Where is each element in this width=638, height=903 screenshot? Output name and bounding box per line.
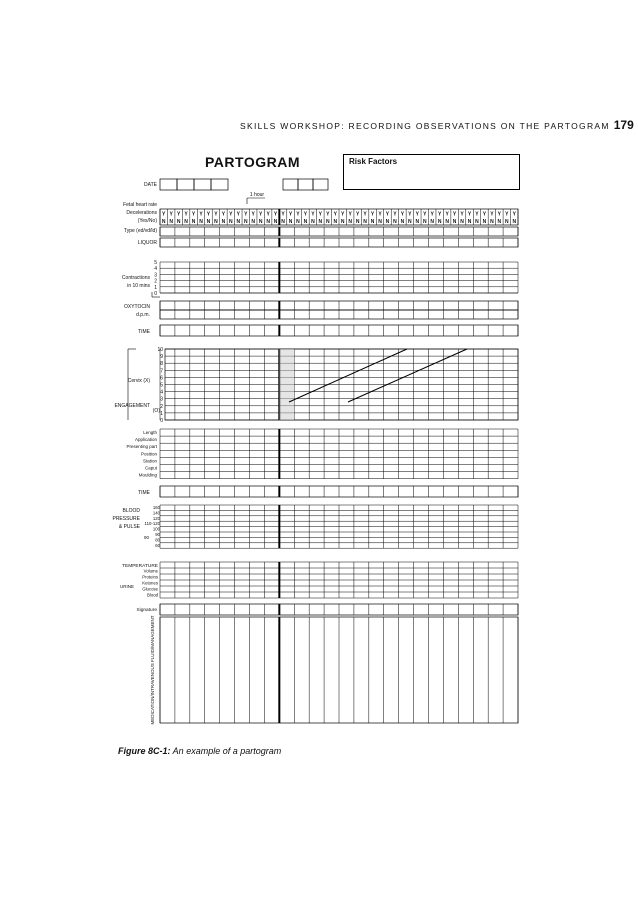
yes-mark: Y [191,211,196,218]
no-mark: N [497,219,502,225]
alert-line [289,349,407,402]
no-mark: N [184,219,188,225]
no-mark: N [452,219,457,225]
yes-mark: Y [378,211,382,218]
exam-label: Station [142,458,157,464]
yes-mark: Y [244,211,248,218]
no-mark: N [490,219,494,225]
no-mark: N [370,219,375,225]
bp-tick: 110-120 [144,521,160,527]
yes-mark: Y [303,211,308,218]
contraction-tick: 5 [154,260,157,266]
decelerations-label: Decelerations [126,210,157,216]
no-mark: N [318,219,323,225]
no-mark: N [258,219,263,225]
no-mark: N [176,219,181,225]
no-mark: N [393,219,397,225]
exam-label: Application [134,437,157,443]
no-mark: N [191,219,196,225]
bp-arrow-label: 90 [143,535,149,540]
yes-mark: Y [430,211,434,218]
yes-mark: Y [288,211,293,218]
yes-mark: Y [333,211,337,218]
time-label: TIME [138,329,150,335]
no-mark: N [482,219,487,225]
no-mark: N [169,219,173,225]
no-mark: N [333,219,338,225]
date-box [177,179,194,190]
bp-tick: 100 [152,526,160,532]
no-mark: N [445,219,449,225]
in-ten-mins-label: in 10 mins [127,283,150,289]
medication-label: MEDICATION/INTRAVENOUS FLUID/MANAGEMENT [150,615,155,725]
engagement-o-label: (O) [152,408,160,414]
fhr-label: Fetal heart rate [123,202,157,208]
yes-mark: Y [318,211,323,218]
yes-mark: Y [497,211,502,218]
yes-mark: Y [266,211,270,218]
date-box [313,179,328,190]
cervix-tick: 0 [160,418,163,424]
contraction-tick: 0 [154,291,157,297]
signature-label: Signature [136,608,157,613]
figure-caption-text: An example of a partogram [170,746,282,756]
urine-label: Proteins [142,574,158,580]
yes-no-label: (Yes/No) [137,218,157,224]
yes-mark: Y [326,211,330,218]
yes-mark: Y [236,211,240,218]
yes-mark: Y [423,211,427,218]
bp-tick: 90 [155,532,160,537]
cervix-tick: 7 [160,368,163,375]
date-box [160,179,177,190]
figure-number: Figure 8C-1: [118,746,171,756]
no-mark: N [266,219,270,225]
yes-mark: Y [490,211,494,218]
no-mark: N [385,219,390,225]
dpm-label: d.p.m. [136,312,150,318]
cervix-tick: 5 [160,382,163,389]
contraction-tick: 3 [154,272,157,279]
pulse-label: & PULSE [118,524,140,530]
type-label: Type (ed/vd/ld) [123,228,157,234]
no-mark: N [214,219,218,225]
cervix-label: Cervix (X) [127,378,150,384]
yes-mark: Y [311,211,315,218]
yes-mark: Y [348,211,352,218]
no-mark: N [512,219,517,225]
page-number: 179 [613,118,634,132]
one-hour-label: 1 hour [249,192,265,198]
time-label-2: TIME [138,490,150,496]
yes-mark: Y [341,211,345,218]
yes-mark: Y [184,211,188,218]
bp-tick: 140 [152,510,160,516]
contraction-tick: 2 [154,278,157,285]
temperature-label: TEMPERATURE [122,564,158,569]
no-mark: N [303,219,308,225]
exam-label: Caput [144,465,157,471]
no-mark: N [326,219,330,225]
yes-mark: Y [199,211,203,218]
no-mark: N [236,219,241,225]
exam-label: Length [143,430,157,435]
yes-mark: Y [393,211,397,218]
no-mark: N [288,219,293,225]
yes-mark: Y [281,211,285,218]
yes-mark: Y [162,211,166,218]
no-mark: N [378,219,382,225]
bp-tick: 160 [152,505,160,510]
contraction-tick: 1 [154,284,157,291]
cervix-tick: 6 [160,375,163,382]
yes-mark: Y [460,211,464,218]
yes-mark: Y [415,211,419,218]
engagement-label: ENGAGEMENT [114,403,150,409]
yes-mark: Y [452,211,457,218]
no-mark: N [475,219,479,225]
exam-label: Presenting part [126,444,157,450]
yes-mark: Y [482,211,487,218]
bp-tick: 120 [152,515,160,521]
yes-mark: Y [438,211,442,218]
no-mark: N [355,219,360,225]
yes-mark: Y [169,211,173,218]
no-mark: N [415,219,420,225]
yes-mark: Y [273,211,278,218]
yes-mark: Y [445,211,449,218]
no-mark: N [229,219,233,225]
cervix-tick: 2 [160,403,163,410]
yes-mark: Y [385,211,390,218]
cervix-tick: 1 [160,410,163,417]
yes-mark: Y [214,211,218,218]
liquor-label: LIQUOR [137,240,157,246]
no-mark: N [422,219,427,225]
yes-mark: Y [355,211,360,218]
contraction-tick: 4 [154,266,157,273]
urine-label: Blood [147,592,158,598]
bp-tick: 60 [155,542,160,548]
no-mark: N [161,219,166,225]
date-box [283,179,298,190]
no-mark: N [206,219,211,225]
contractions-label: Contractions [121,275,150,281]
exam-label: Position [140,451,157,457]
urine-label: Glucose [142,586,158,592]
yes-mark: Y [229,211,233,218]
yes-mark: Y [512,211,516,218]
no-mark: N [400,219,405,225]
yes-mark: Y [370,211,375,218]
blood-label: BLOOD [122,508,140,514]
date-label: DATE [144,182,157,188]
yes-mark: Y [259,211,263,218]
cervix-tick: 4 [160,389,163,396]
no-mark: N [221,219,226,225]
yes-mark: Y [296,211,300,218]
urine-label: Volume [143,568,158,574]
date-box [211,179,228,190]
yes-mark: Y [467,211,472,218]
yes-mark: Y [363,211,367,218]
no-mark: N [281,219,285,225]
date-box [194,179,211,190]
no-mark: N [199,219,203,225]
no-mark: N [311,219,315,225]
oxytocin-label: OXYTOCIN [123,304,150,310]
yes-mark: Y [408,211,412,218]
yes-mark: Y [206,211,211,218]
no-mark: N [296,219,300,225]
yes-mark: Y [221,211,226,218]
yes-mark: Y [176,211,181,218]
action-line [348,349,467,402]
urine-label: Ketones [142,580,158,586]
cervix-tick: 10 [157,347,163,353]
no-mark: N [505,219,509,225]
cervix-tick: 9 [160,354,163,361]
bp-tick: 80 [155,537,160,543]
page-title: PARTOGRAM [205,154,300,170]
yes-mark: Y [251,211,255,218]
no-mark: N [408,219,412,225]
no-mark: N [363,219,367,225]
pressure-label: PRESSURE [112,516,140,522]
no-mark: N [467,219,472,225]
risk-factors-label: Risk Factors [349,157,398,166]
no-mark: N [348,219,352,225]
cervix-tick: 8 [160,361,163,368]
no-mark: N [273,219,278,225]
no-mark: N [251,219,256,225]
yes-mark: Y [475,211,479,218]
running-header-text: SKILLS WORKSHOP: RECORDING OBSERVATIONS ON THE PARTOGRAM [240,121,610,131]
no-mark: N [243,219,248,225]
figure-caption [118,746,281,756]
yes-mark: Y [505,211,509,218]
urine-group-label: URINE [119,584,134,589]
yes-mark: Y [400,211,405,218]
exam-label: Moulding [138,472,157,478]
no-mark: N [340,219,345,225]
cervix-tick: 3 [160,396,163,403]
no-mark: N [437,219,442,225]
no-mark: N [430,219,435,225]
date-box [298,179,313,190]
latent-shading [279,349,294,420]
no-mark: N [460,219,464,225]
